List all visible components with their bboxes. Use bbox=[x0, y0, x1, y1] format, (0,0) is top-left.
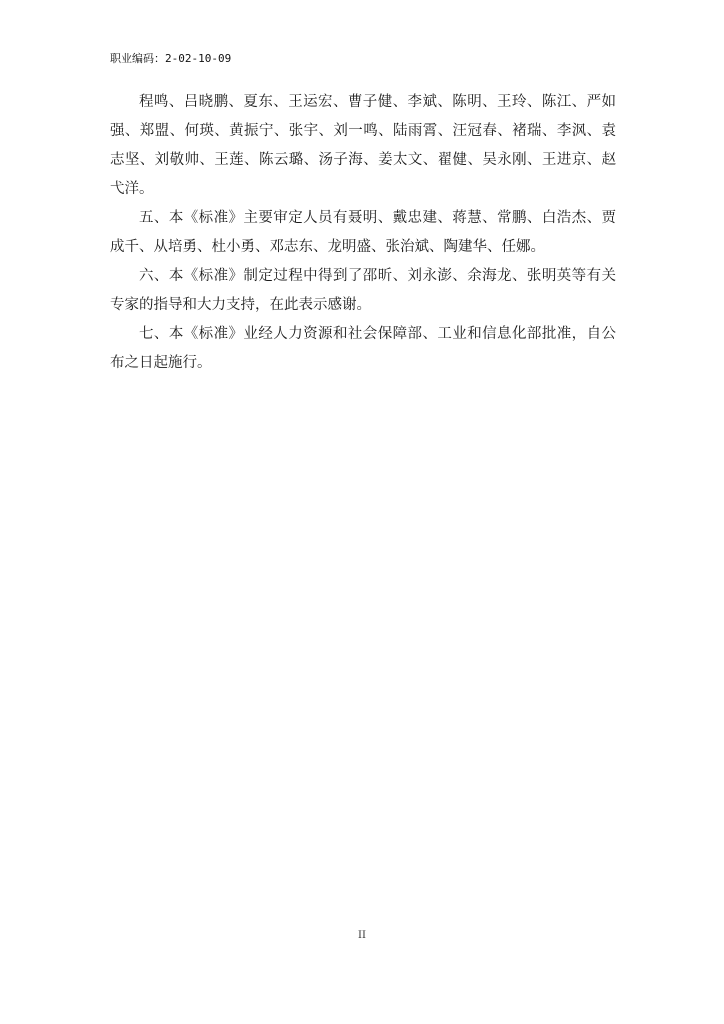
paragraph-acknowledgements: 六、本《标准》制定过程中得到了邵昕、刘永澎、余海龙、张明英等有关专家的指导和大力支持，在此表示感谢。 bbox=[110, 268, 616, 313]
paragraph-reviewers: 五、本《标准》主要审定人员有聂明、戴忠建、蒋慧、常鹏、白浩杰、贾成千、从培勇、杜小勇、邓志东、龙明盛、张治斌、陶建华、任娜。 bbox=[110, 210, 616, 255]
paragraph-drafters-continued: 程鸣、吕晓鹏、夏东、王运宏、曹子健、李斌、陈明、王玲、陈江、严如强、郑盟、何瑛、黄振宁、张宇、刘一鸣、陆雨霄、汪冠春、褚瑞、李沨、袁志坚、刘敬帅、王莲、陈云璐、汤子海、姜太文、翟健、吴永刚、王进京、赵弋洋。 bbox=[110, 94, 616, 197]
page-number: II bbox=[358, 930, 366, 941]
document-body bbox=[110, 88, 616, 378]
occupation-code-header: 职业编码：2-02-10-09 bbox=[110, 52, 232, 65]
paragraph-approval: 七、本《标准》业经人力资源和社会保障部、工业和信息化部批准，自公布之日起施行。 bbox=[110, 326, 616, 371]
